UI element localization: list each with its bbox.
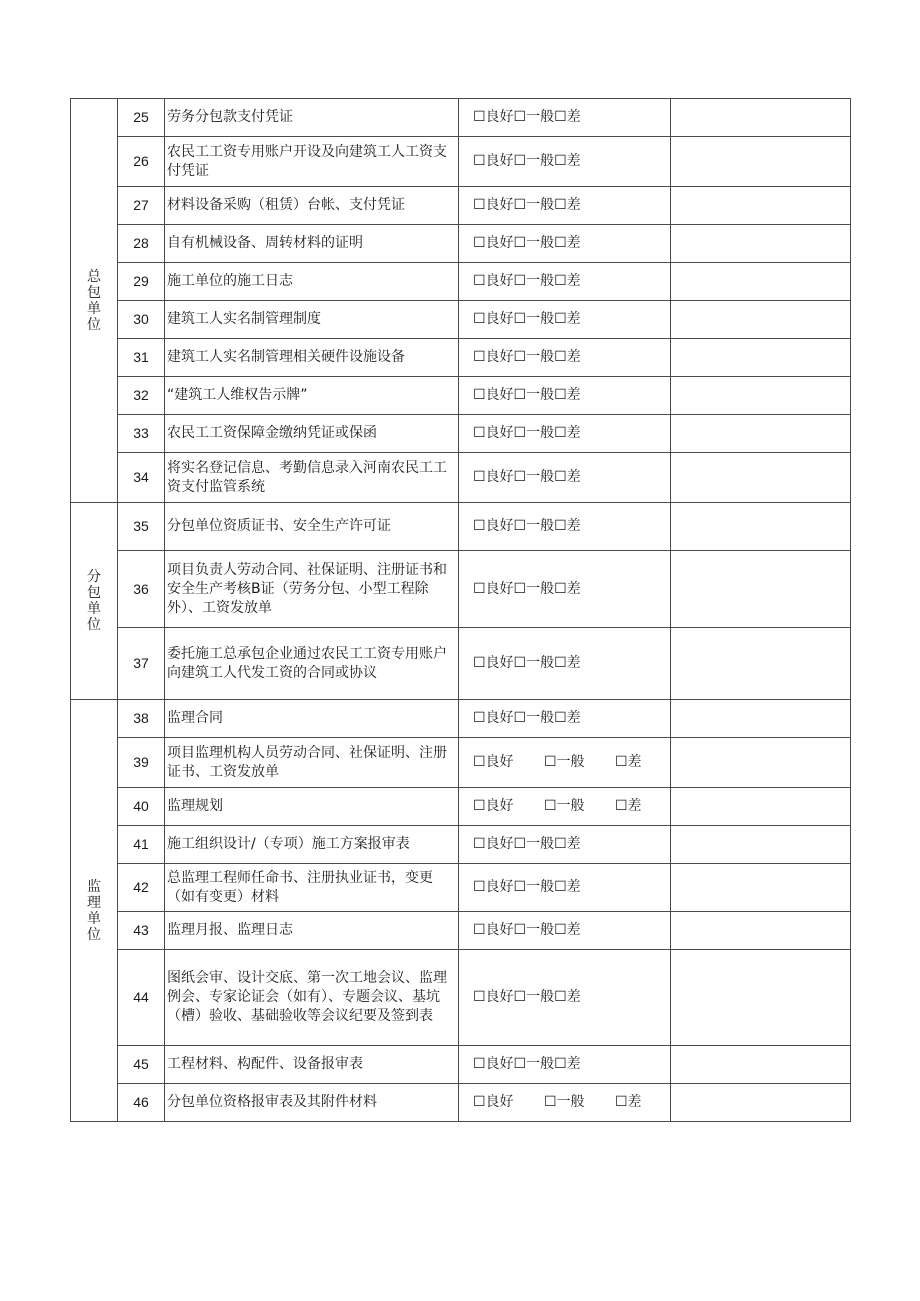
row-number: 29 [118,263,165,301]
item-description: 监理月报、监理日志 [165,912,459,950]
remarks-cell[interactable] [671,912,851,950]
row-number: 42 [118,864,165,912]
row-number: 25 [118,99,165,137]
table-row [71,864,851,912]
remarks-cell[interactable] [671,301,851,339]
row-number: 27 [118,187,165,225]
table-row [71,137,851,187]
table-row [71,551,851,628]
row-number: 34 [118,453,165,503]
item-description: 劳务分包款支付凭证 [165,99,459,137]
row-number: 46 [118,1084,165,1122]
item-description: 监理规划 [165,788,459,826]
remarks-cell[interactable] [671,263,851,301]
row-number: 39 [118,738,165,788]
group-name: 总包单位 [87,268,101,333]
item-description: 建筑工人实名制管理制度 [165,301,459,339]
table-row [71,738,851,788]
row-number: 32 [118,377,165,415]
item-description: 材料设备采购（租赁）台帐、支付凭证 [165,187,459,225]
group-name-cell [71,700,118,1122]
row-number: 43 [118,912,165,950]
remarks-cell[interactable] [671,503,851,551]
table-row [71,912,851,950]
item-description: 项目监理机构人员劳动合同、社保证明、注册证书、工资发放单 [165,738,459,788]
remarks-cell[interactable] [671,415,851,453]
remarks-cell[interactable] [671,225,851,263]
row-number: 31 [118,339,165,377]
table-row [71,263,851,301]
table-row [71,503,851,551]
rating-options[interactable]: ☐良好☐一般☐差 [459,826,671,864]
item-description: 施工单位的施工日志 [165,263,459,301]
table-row [71,628,851,700]
item-description: 分包单位资格报审表及其附件材料 [165,1084,459,1122]
group-name: 监理单位 [87,878,101,943]
rating-options[interactable]: ☐良好☐一般☐差 [459,187,671,225]
table-row [71,225,851,263]
row-number: 33 [118,415,165,453]
group-name-cell [71,99,118,503]
remarks-cell[interactable] [671,1046,851,1084]
remarks-cell[interactable] [671,137,851,187]
table-row [71,415,851,453]
rating-options[interactable]: ☐良好 ☐一般 ☐差 [459,1084,671,1122]
rating-options[interactable]: ☐良好☐一般☐差 [459,864,671,912]
row-number: 35 [118,503,165,551]
item-description: 将实名登记信息、考勤信息录入河南农民工工资支付监管系统 [165,453,459,503]
remarks-cell[interactable] [671,700,851,738]
rating-options[interactable]: ☐良好☐一般☐差 [459,628,671,700]
table-row [71,99,851,137]
remarks-cell[interactable] [671,339,851,377]
rating-options[interactable]: ☐良好☐一般☐差 [459,99,671,137]
remarks-cell[interactable] [671,1084,851,1122]
table-row [71,301,851,339]
rating-options[interactable]: ☐良好☐一般☐差 [459,1046,671,1084]
checklist-body [71,99,851,1122]
table-row [71,1046,851,1084]
table-row [71,826,851,864]
item-description: 分包单位资质证书、安全生产许可证 [165,503,459,551]
rating-options[interactable]: ☐良好☐一般☐差 [459,301,671,339]
item-description: 监理合同 [165,700,459,738]
row-number: 38 [118,700,165,738]
remarks-cell[interactable] [671,453,851,503]
table-row [71,1084,851,1122]
item-description: 项目负责人劳动合同、社保证明、注册证书和安全生产考核B证（劳务分包、小型工程除外）、工资发放单 [165,551,459,628]
rating-options[interactable]: ☐良好☐一般☐差 [459,377,671,415]
rating-options[interactable]: ☐良好☐一般☐差 [459,339,671,377]
rating-options[interactable]: ☐良好☐一般☐差 [459,263,671,301]
item-description: “建筑工人维权告示牌” [165,377,459,415]
table-row [71,453,851,503]
item-description: 农民工工资保障金缴纳凭证或保函 [165,415,459,453]
row-number: 41 [118,826,165,864]
row-number: 30 [118,301,165,339]
item-description: 工程材料、构配件、设备报审表 [165,1046,459,1084]
rating-options[interactable]: ☐良好 ☐一般 ☐差 [459,788,671,826]
checklist-table [70,98,851,1122]
table-row [71,377,851,415]
row-number: 28 [118,225,165,263]
remarks-cell[interactable] [671,826,851,864]
rating-options[interactable]: ☐良好☐一般☐差 [459,415,671,453]
table-row [71,339,851,377]
rating-options[interactable]: ☐良好☐一般☐差 [459,912,671,950]
remarks-cell[interactable] [671,864,851,912]
rating-options[interactable]: ☐良好 ☐一般 ☐差 [459,738,671,788]
remarks-cell[interactable] [671,738,851,788]
remarks-cell[interactable] [671,551,851,628]
row-number: 36 [118,551,165,628]
remarks-cell[interactable] [671,950,851,1046]
remarks-cell[interactable] [671,187,851,225]
row-number: 37 [118,628,165,700]
group-name-cell [71,503,118,700]
item-description: 施工组织设计/（专项）施工方案报审表 [165,826,459,864]
item-description: 总监理工程师任命书、注册执业证书，变更（如有变更）材料 [165,864,459,912]
item-description: 自有机械设备、周转材料的证明 [165,225,459,263]
row-number: 40 [118,788,165,826]
rating-options[interactable]: ☐良好☐一般☐差 [459,950,671,1046]
rating-options[interactable]: ☐良好☐一般☐差 [459,137,671,187]
table-row [71,788,851,826]
rating-options[interactable]: ☐良好☐一般☐差 [459,551,671,628]
row-number: 26 [118,137,165,187]
rating-options[interactable]: ☐良好☐一般☐差 [459,503,671,551]
group-name: 分包单位 [87,569,101,633]
table-row [71,187,851,225]
item-description: 建筑工人实名制管理相关硬件设施设备 [165,339,459,377]
row-number: 45 [118,1046,165,1084]
remarks-cell[interactable] [671,788,851,826]
remarks-cell[interactable] [671,99,851,137]
item-description: 委托施工总承包企业通过农民工工资专用账户向建筑工人代发工资的合同或协议 [165,628,459,700]
remarks-cell[interactable] [671,628,851,700]
row-number: 44 [118,950,165,1046]
item-description: 图纸会审、设计交底、第一次工地会议、监理例会、专家论证会（如有）、专题会议、基坑（槽）验收、基础验收等会议纪要及签到表 [165,950,459,1046]
rating-options[interactable]: ☐良好☐一般☐差 [459,700,671,738]
item-description: 农民工工资专用账户开设及向建筑工人工资支付凭证 [165,137,459,187]
remarks-cell[interactable] [671,377,851,415]
rating-options[interactable]: ☐良好☐一般☐差 [459,453,671,503]
rating-options[interactable]: ☐良好☐一般☐差 [459,225,671,263]
table-row [71,700,851,738]
table-row [71,950,851,1046]
